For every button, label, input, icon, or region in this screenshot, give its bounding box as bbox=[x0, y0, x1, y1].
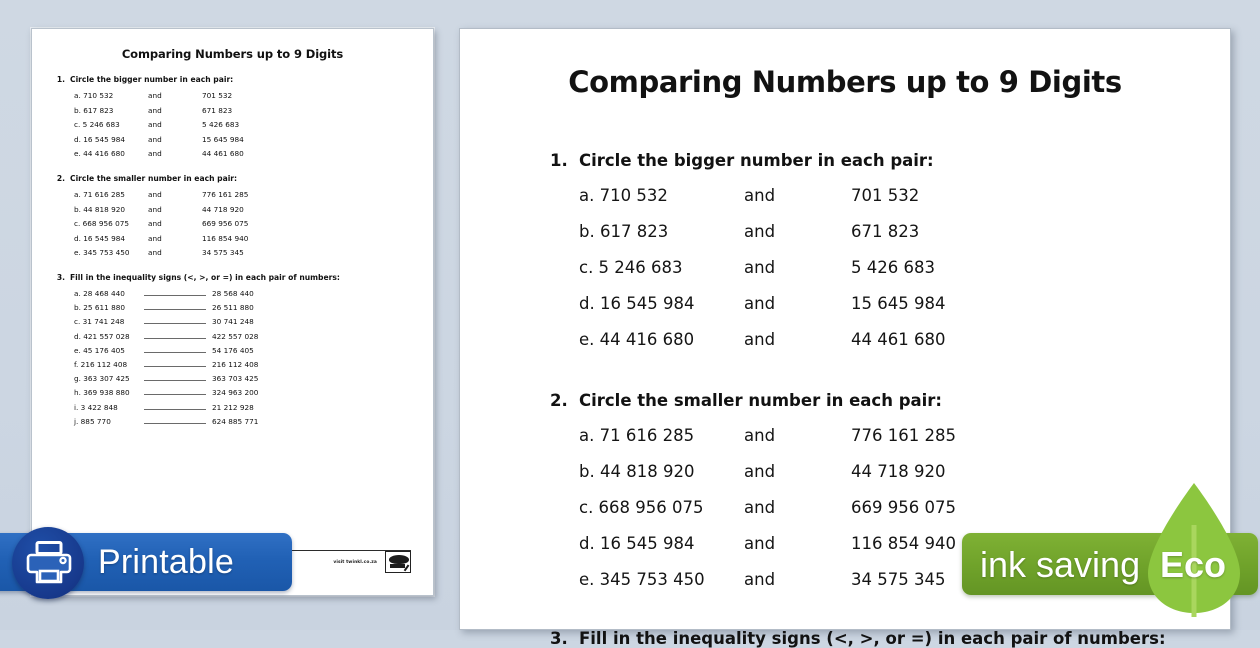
twinkl-logo-icon bbox=[385, 551, 411, 573]
section-1-rows bbox=[506, 186, 1184, 349]
and-label: and bbox=[744, 186, 776, 205]
table-row bbox=[506, 258, 1184, 277]
and-label: and bbox=[148, 204, 162, 214]
section-prompt: Circle the smaller number in each pair: bbox=[70, 174, 238, 183]
pair-right: 28 568 440 bbox=[212, 289, 254, 298]
list-item bbox=[54, 403, 411, 412]
pair-left: b. 25 611 880 bbox=[74, 303, 126, 313]
worksheet-thumbnail-page[interactable] bbox=[31, 28, 434, 596]
and-label: and bbox=[148, 149, 162, 158]
pair-left: b. 617 823 bbox=[579, 222, 669, 241]
pair-left: c. 5 246 683 bbox=[74, 120, 120, 129]
pair-right: 776 161 285 bbox=[851, 426, 956, 445]
section-number: 2. bbox=[56, 174, 65, 183]
table-row bbox=[506, 426, 1184, 445]
list-item bbox=[54, 91, 411, 100]
answer-blank[interactable] bbox=[144, 418, 206, 424]
list-item bbox=[54, 388, 411, 397]
and-label: and bbox=[148, 190, 162, 199]
pair-left: e. 45 176 405 bbox=[74, 345, 125, 355]
eco-ink-saving-label: ink saving bbox=[980, 544, 1141, 585]
pair-left: d. 16 545 984 bbox=[579, 534, 695, 553]
list-item bbox=[54, 289, 411, 298]
pair-right: 5 426 683 bbox=[851, 258, 935, 277]
section-number: 3. bbox=[550, 629, 568, 648]
and-label: and bbox=[744, 462, 776, 481]
thumbnail-section-1-heading bbox=[54, 75, 411, 84]
and-label: and bbox=[148, 120, 162, 129]
pair-right: 15 645 984 bbox=[202, 134, 244, 144]
pair-right: 701 532 bbox=[202, 91, 233, 100]
answer-blank[interactable] bbox=[144, 333, 206, 339]
section-prompt: Circle the smaller number in each pair: bbox=[579, 391, 943, 410]
list-item bbox=[54, 417, 411, 426]
pair-left: c. 5 246 683 bbox=[579, 258, 683, 277]
pair-right: 15 645 984 bbox=[851, 294, 946, 313]
pair-left: d. 421 557 028 bbox=[74, 331, 130, 341]
pair-left: f. 216 112 408 bbox=[74, 359, 128, 369]
eco-badge[interactable] bbox=[962, 481, 1260, 627]
answer-blank[interactable] bbox=[144, 361, 206, 367]
list-item bbox=[54, 332, 411, 341]
list-item bbox=[54, 234, 411, 243]
pair-left: e. 345 753 450 bbox=[579, 570, 705, 589]
table-row bbox=[506, 330, 1184, 349]
printer-icon bbox=[28, 541, 70, 585]
pair-right: 34 575 345 bbox=[202, 248, 244, 257]
pair-right: 44 718 920 bbox=[202, 204, 244, 214]
pair-right: 116 854 940 bbox=[851, 534, 956, 553]
and-label: and bbox=[148, 248, 162, 257]
and-label: and bbox=[744, 294, 776, 313]
table-row bbox=[506, 294, 1184, 313]
pair-left: a. 28 468 440 bbox=[74, 289, 125, 298]
thumbnail-section-3-rows bbox=[54, 289, 411, 426]
thumbnail-section-1-rows bbox=[54, 91, 411, 158]
pair-left: c. 668 956 075 bbox=[74, 219, 130, 228]
pair-left: h. 369 938 880 bbox=[74, 388, 130, 398]
thumbnail-section-2-rows bbox=[54, 190, 411, 257]
list-item bbox=[54, 374, 411, 383]
pair-left: d. 16 545 984 bbox=[579, 294, 695, 313]
pair-right: 671 823 bbox=[202, 105, 233, 115]
footer-text: visit twinkl.co.za bbox=[333, 559, 377, 565]
pair-right: 44 461 680 bbox=[851, 330, 946, 349]
pair-left: a. 710 532 bbox=[74, 91, 114, 100]
answer-blank[interactable] bbox=[144, 290, 206, 296]
pair-right: 422 557 028 bbox=[212, 331, 259, 341]
and-label: and bbox=[148, 233, 162, 243]
pair-left: c. 668 956 075 bbox=[579, 498, 704, 517]
and-label: and bbox=[744, 498, 776, 517]
and-label: and bbox=[744, 258, 776, 277]
pair-left: a. 710 532 bbox=[579, 186, 668, 205]
pair-right: 44 718 920 bbox=[851, 462, 946, 481]
list-item bbox=[54, 135, 411, 144]
and-label: and bbox=[744, 222, 776, 241]
pair-right: 324 963 200 bbox=[212, 388, 259, 398]
thumbnail-section-3-heading bbox=[54, 273, 411, 282]
list-item bbox=[54, 360, 411, 369]
and-label: and bbox=[744, 534, 776, 553]
pair-left: j. 885 770 bbox=[74, 416, 111, 426]
pair-left: c. 31 741 248 bbox=[74, 317, 125, 327]
section-prompt: Fill in the inequality signs (<, >, or =) in each pair of numbers: bbox=[579, 629, 1166, 648]
list-item bbox=[54, 219, 411, 228]
pair-left: b. 44 818 920 bbox=[579, 462, 695, 481]
answer-blank[interactable] bbox=[144, 389, 206, 395]
list-item bbox=[54, 346, 411, 355]
pair-right: 669 956 075 bbox=[851, 498, 956, 517]
and-label: and bbox=[744, 330, 776, 349]
list-item bbox=[54, 106, 411, 115]
pair-right: 54 176 405 bbox=[212, 345, 254, 355]
pair-right: 216 112 408 bbox=[212, 359, 259, 369]
list-item bbox=[54, 303, 411, 312]
pair-right: 671 823 bbox=[851, 222, 920, 241]
list-item bbox=[54, 205, 411, 214]
table-row bbox=[506, 462, 1184, 481]
answer-blank[interactable] bbox=[144, 375, 206, 381]
section-prompt: Circle the bigger number in each pair: bbox=[70, 75, 234, 84]
pair-left: i. 3 422 848 bbox=[74, 402, 118, 412]
thumbnail-page-title: Comparing Numbers up to 9 Digits bbox=[121, 47, 344, 61]
pair-right: 624 885 771 bbox=[212, 416, 259, 426]
pair-right: 116 854 940 bbox=[202, 233, 249, 243]
pair-right: 34 575 345 bbox=[851, 570, 946, 589]
list-item bbox=[54, 317, 411, 326]
section-number: 1. bbox=[550, 151, 568, 170]
answer-blank[interactable] bbox=[144, 304, 206, 310]
section-1-heading bbox=[506, 151, 1184, 170]
table-row bbox=[506, 222, 1184, 241]
list-item bbox=[54, 190, 411, 199]
list-item bbox=[54, 120, 411, 129]
printable-badge[interactable] bbox=[0, 527, 294, 599]
and-label: and bbox=[148, 134, 162, 144]
pair-left: e. 44 416 680 bbox=[579, 330, 695, 349]
pair-left: e. 345 753 450 bbox=[74, 248, 130, 257]
pair-right: 26 511 880 bbox=[212, 303, 254, 313]
list-item bbox=[54, 248, 411, 257]
pair-right: 5 426 683 bbox=[202, 120, 240, 129]
pair-left: a. 71 616 285 bbox=[74, 190, 125, 199]
section-prompt: Circle the bigger number in each pair: bbox=[579, 151, 934, 170]
and-label: and bbox=[744, 426, 776, 445]
section-3-heading bbox=[506, 629, 1184, 648]
answer-blank[interactable] bbox=[144, 318, 206, 324]
and-label: and bbox=[148, 91, 162, 100]
section-number: 2. bbox=[550, 391, 568, 410]
and-label: and bbox=[148, 105, 162, 115]
and-label: and bbox=[744, 570, 776, 589]
pair-left: d. 16 545 984 bbox=[74, 134, 126, 144]
printable-label: Printable bbox=[98, 543, 234, 581]
pair-left: g. 363 307 425 bbox=[74, 374, 130, 384]
section-prompt: Fill in the inequality signs (<, >, or =) in each pair of numbers: bbox=[70, 273, 340, 282]
pair-right: 776 161 285 bbox=[202, 190, 249, 199]
pair-right: 30 741 248 bbox=[212, 317, 254, 327]
pair-right: 669 956 075 bbox=[202, 219, 249, 228]
pair-left: b. 617 823 bbox=[74, 105, 114, 115]
pair-left: b. 44 818 920 bbox=[74, 204, 126, 214]
pair-left: d. 16 545 984 bbox=[74, 233, 126, 243]
thumbnail-section-2-heading bbox=[54, 174, 411, 183]
list-item bbox=[54, 149, 411, 158]
answer-blank[interactable] bbox=[144, 347, 206, 353]
pair-right: 21 212 928 bbox=[212, 402, 254, 412]
section-number: 3. bbox=[56, 273, 65, 282]
and-label: and bbox=[148, 219, 162, 228]
eco-label: Eco bbox=[1160, 544, 1227, 585]
pair-left: e. 44 416 680 bbox=[74, 149, 125, 158]
pair-left: a. 71 616 285 bbox=[579, 426, 695, 445]
pair-right: 701 532 bbox=[851, 186, 920, 205]
section-2-heading bbox=[506, 391, 1184, 410]
table-row bbox=[506, 186, 1184, 205]
pair-right: 363 703 425 bbox=[212, 374, 259, 384]
section-number: 1. bbox=[56, 75, 65, 84]
answer-blank[interactable] bbox=[144, 404, 206, 410]
pair-right: 44 461 680 bbox=[202, 149, 244, 158]
page-title: Comparing Numbers up to 9 Digits bbox=[568, 65, 1122, 99]
